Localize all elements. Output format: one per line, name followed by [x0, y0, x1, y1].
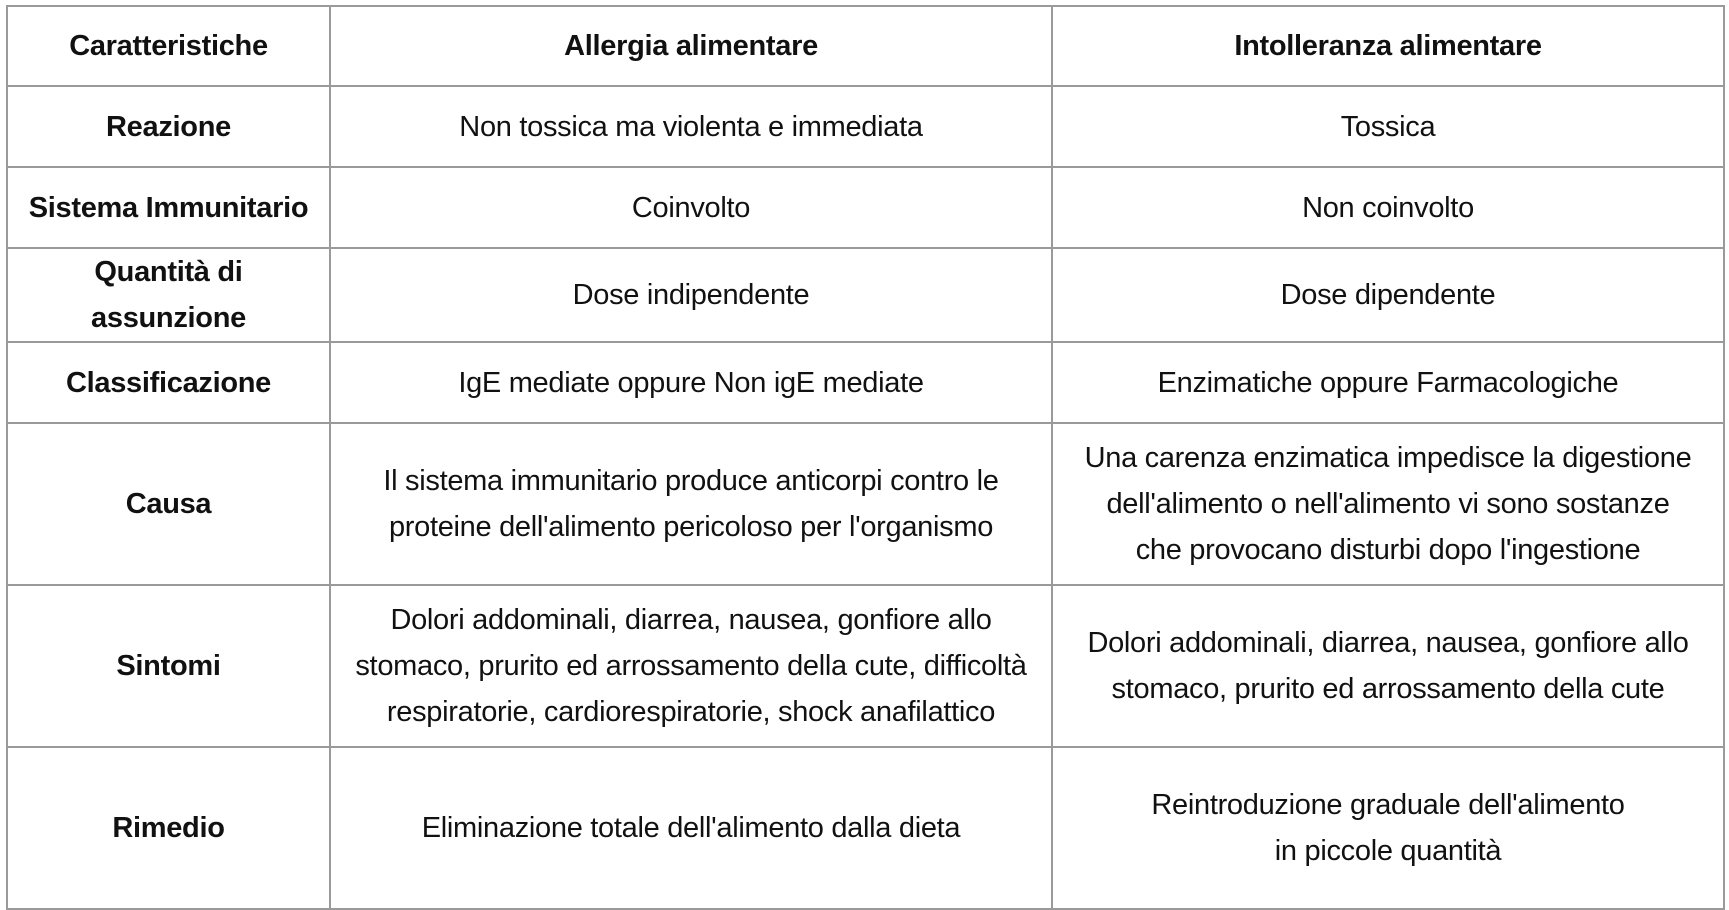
row-label: Classificazione — [7, 342, 330, 423]
row-label: Sintomi — [7, 585, 330, 747]
table-row — [7, 423, 1724, 585]
intolleranza-cell: Dose dipendente — [1052, 248, 1724, 342]
intolleranza-cell: Reintroduzione graduale dell'alimento in piccole quantità — [1052, 747, 1724, 909]
table-row — [7, 167, 1724, 248]
table-row — [7, 86, 1724, 167]
table-row — [7, 248, 1724, 342]
table-row — [7, 342, 1724, 423]
allergia-cell: Dolori addominali, diarrea, nausea, gonfiore allo stomaco, prurito ed arrossamento della cute, difficoltà respiratorie, cardiorespiratorie, shock anafilattico — [330, 585, 1052, 747]
allergia-cell: Il sistema immunitario produce anticorpi contro le proteine dell'alimento pericoloso per l'organismo — [330, 423, 1052, 585]
row-label: Quantità di assunzione — [7, 248, 330, 342]
row-label: Reazione — [7, 86, 330, 167]
comparison-table — [6, 5, 1725, 910]
table-row — [7, 747, 1724, 909]
row-label: Rimedio — [7, 747, 330, 909]
intolleranza-cell: Una carenza enzimatica impedisce la digestione dell'alimento o nell'alimento vi sono sostanze che provocano disturbi dopo l'ingestione — [1052, 423, 1724, 585]
allergia-cell: Non tossica ma violenta e immediata — [330, 86, 1052, 167]
intolleranza-cell: Tossica — [1052, 86, 1724, 167]
comparison-table-container — [6, 5, 1723, 910]
allergia-cell: Coinvolto — [330, 167, 1052, 248]
row-label: Sistema Immunitario — [7, 167, 330, 248]
header-allergia: Allergia alimentare — [330, 6, 1052, 86]
header-intolleranza: Intolleranza alimentare — [1052, 6, 1724, 86]
allergia-cell: IgE mediate oppure Non igE mediate — [330, 342, 1052, 423]
allergia-cell: Eliminazione totale dell'alimento dalla dieta — [330, 747, 1052, 909]
allergia-cell: Dose indipendente — [330, 248, 1052, 342]
table-row — [7, 585, 1724, 747]
header-row — [7, 6, 1724, 86]
intolleranza-cell: Non coinvolto — [1052, 167, 1724, 248]
intolleranza-cell: Dolori addominali, diarrea, nausea, gonfiore allo stomaco, prurito ed arrossamento della cute — [1052, 585, 1724, 747]
header-caratteristiche: Caratteristiche — [7, 6, 330, 86]
row-label: Causa — [7, 423, 330, 585]
intolleranza-cell: Enzimatiche oppure Farmacologiche — [1052, 342, 1724, 423]
